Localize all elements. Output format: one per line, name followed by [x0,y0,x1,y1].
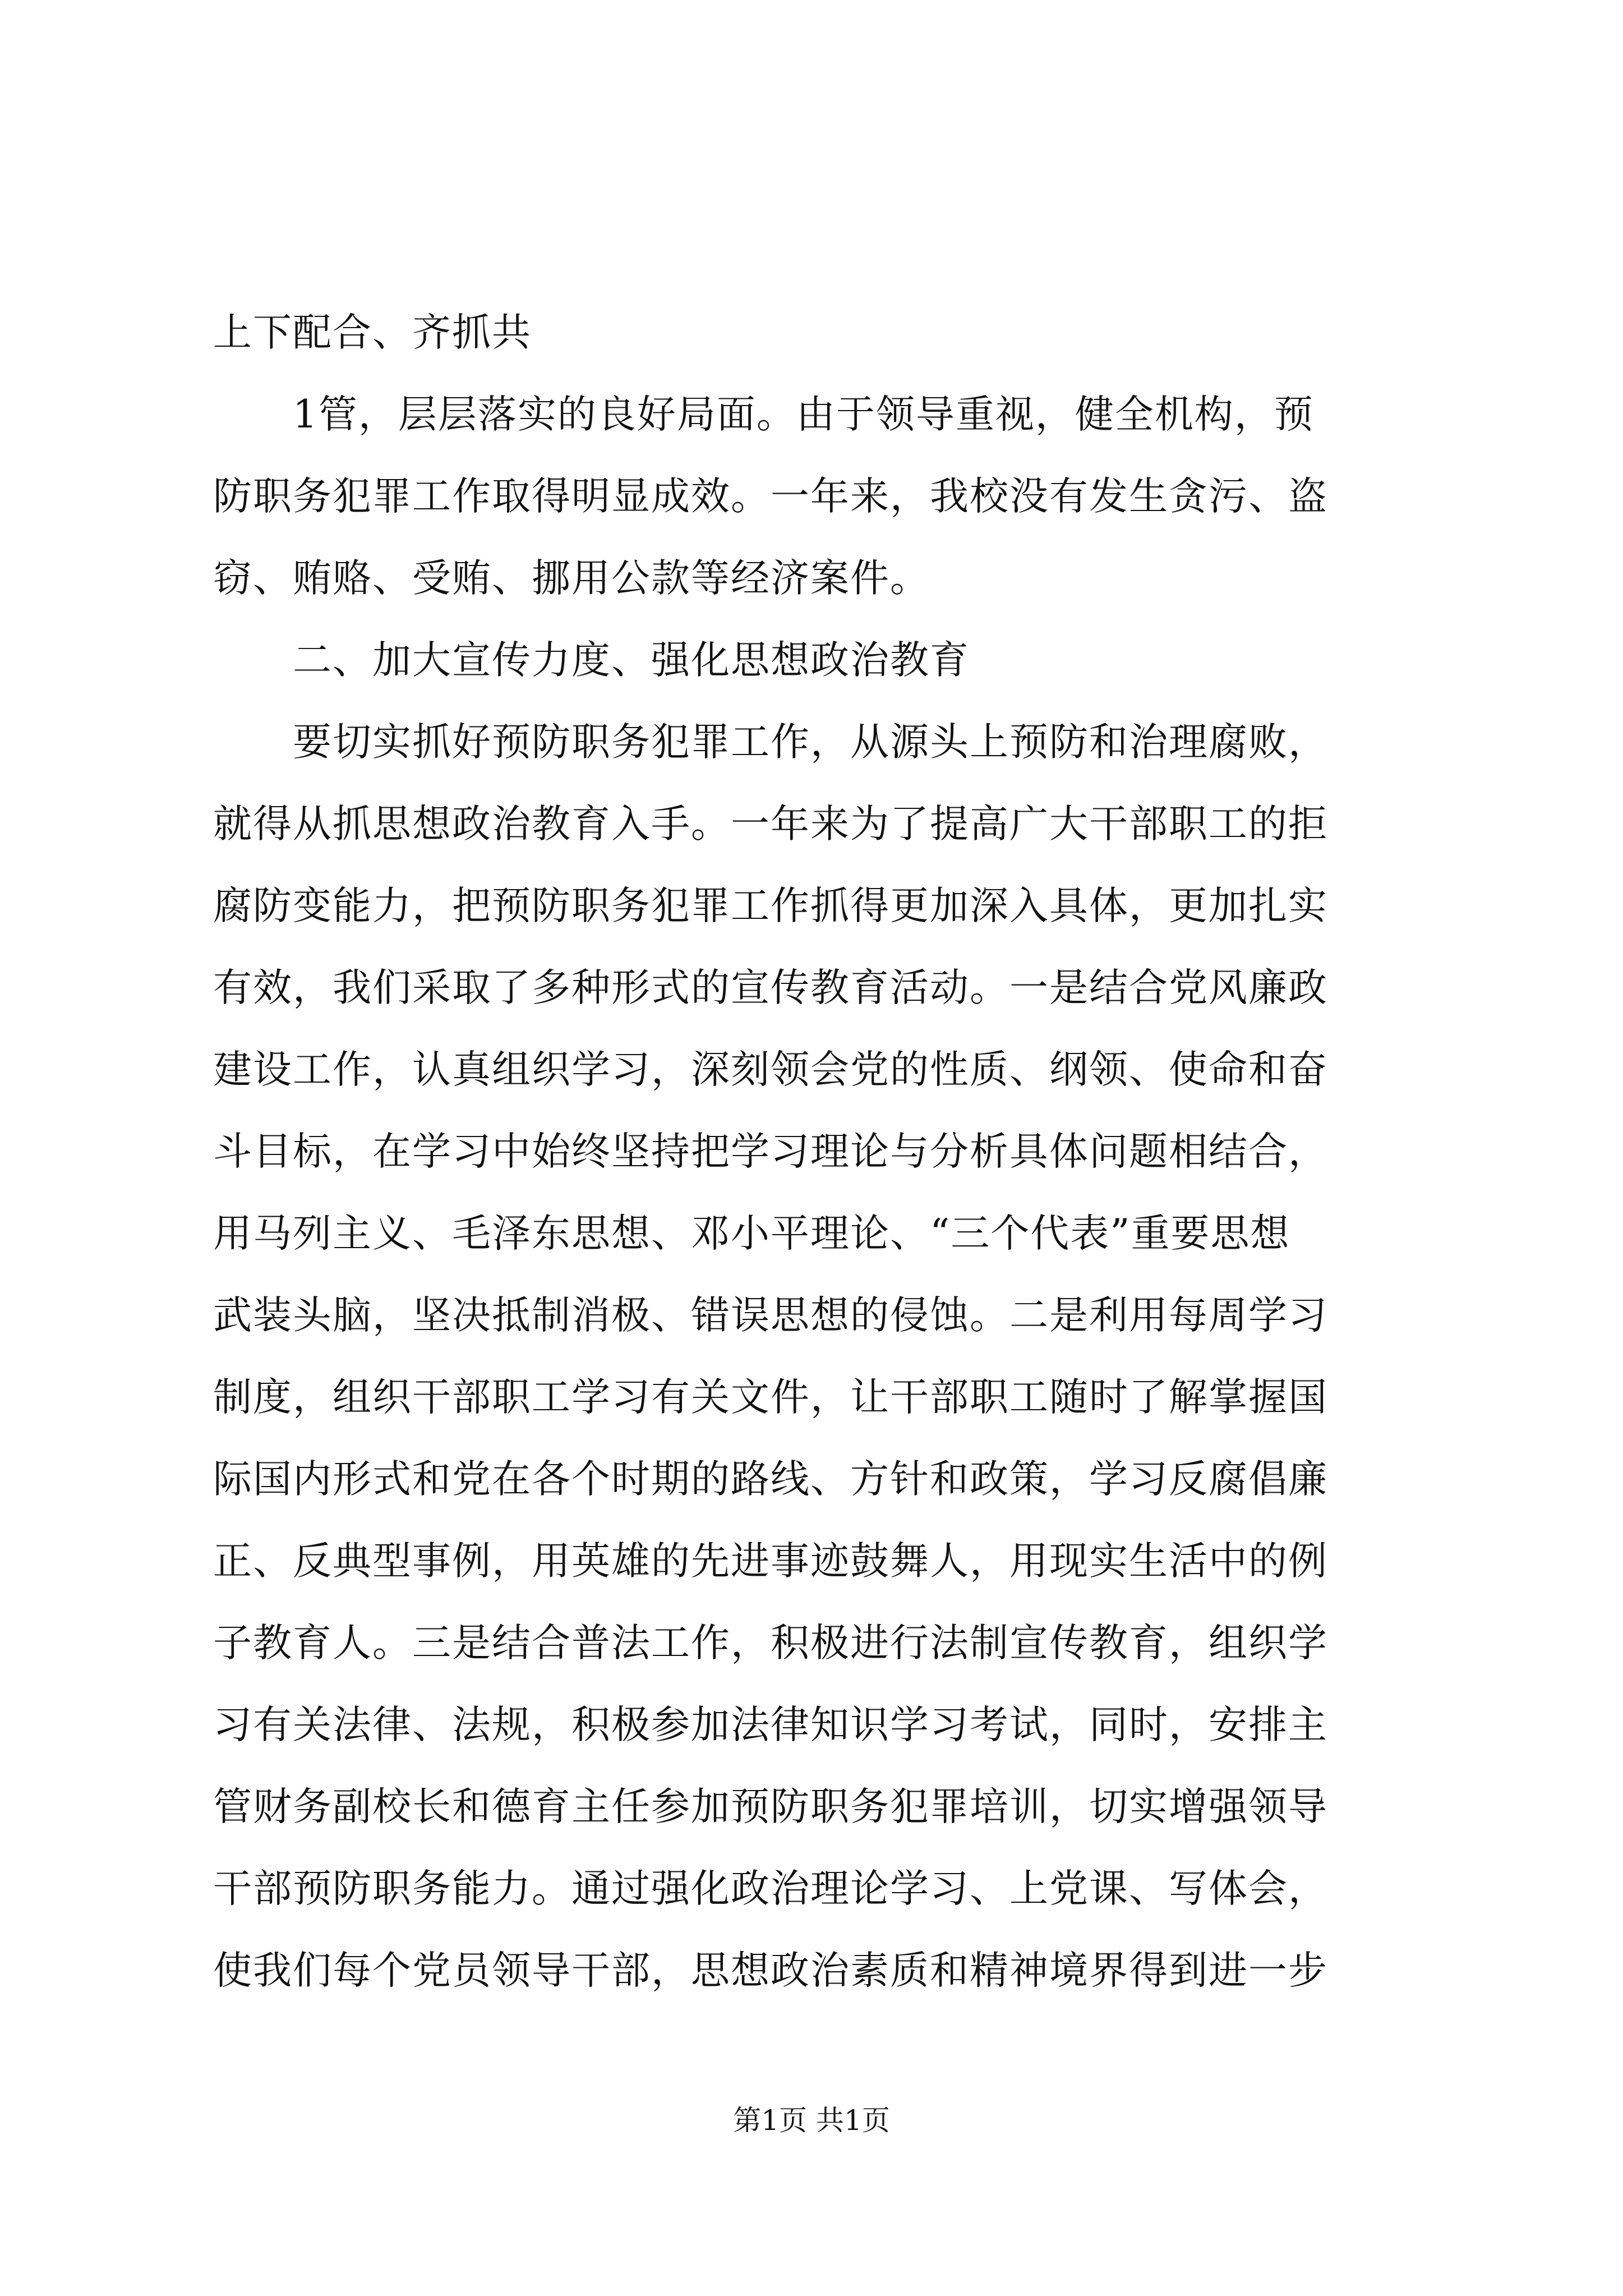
body-line-18: 习有关法律、法规，积极参加法律知识学习考试，同时，安排主 [213,1703,1328,1747]
body-line-4: 窃、贿赂、受贿、挪用公款等经济案件。 [213,556,930,601]
body-line-1: 上下配合、齐抓共 [213,310,532,355]
body-line-17: 子教育人。三是结合普法工作，积极进行法制宣传教育，组织学 [213,1621,1328,1665]
body-line-7: 就得从抓思想政治教育入手。一年来为了提高广大干部职工的拒 [213,802,1328,846]
body-line-12: 用马列主义、毛泽东思想、邓小平理论、“三个代表”重要思想 [213,1211,1290,1256]
body-line-9: 有效，我们采取了多种形式的宣传教育活动。一是结合党风廉政 [213,965,1328,1010]
body-line-3: 防职务犯罪工作取得明显成效。一年来，我校没有发生贪污、盗 [213,474,1328,519]
body-line-16: 正、反典型事例，用英雄的先进事迹鼓舞人，用现实生活中的例 [213,1539,1328,1584]
body-line-2: 1管，层层落实的良好局面。由于领导重视，健全机构，预 [293,392,1314,437]
body-line-10: 建设工作，认真组织学习，深刻领会党的性质、纲领、使命和奋 [213,1047,1328,1092]
body-line-8: 腐防变能力，把预防职务犯罪工作抓得更加深入具体，更加扎实 [213,884,1328,928]
body-line-15: 际国内形式和党在各个时期的路线、方针和政策，学习反腐倡廉 [213,1457,1328,1502]
body-line-13: 武装头脑，坚决抵制消极、错误思想的侵蚀。二是利用每周学习 [213,1293,1328,1338]
body-line-20: 干部预防职务能力。通过强化政治理论学习、上党课、写体会， [213,1866,1328,1911]
page-number-footer: 第1页 共1页 [733,2104,890,2137]
body-line-14: 制度，组织干部职工学习有关文件，让干部职工随时了解掌握国 [213,1375,1328,1420]
body-line-19: 管财务副校长和德育主任参加预防职务犯罪培训，切实增强领导 [213,1784,1328,1829]
body-line-6: 要切实抓好预防职务犯罪工作，从源头上预防和治理腐败， [293,720,1328,765]
section-heading: 二、加大宣传力度、强化思想政治教育 [293,638,970,683]
body-line-21: 使我们每个党员领导干部，思想政治素质和精神境界得到进一步 [213,1948,1328,1993]
document-body [213,292,1413,2012]
body-line-11: 斗目标，在学习中始终坚持把学习理论与分析具体问题相结合， [213,1129,1328,1174]
